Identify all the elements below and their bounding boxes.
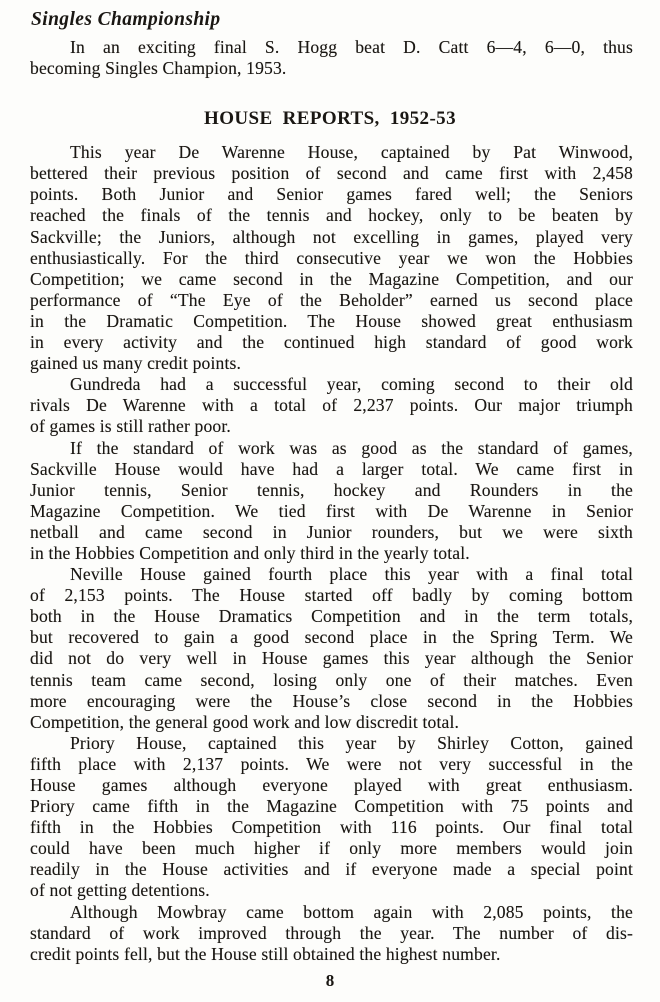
paragraph	[30, 374, 633, 437]
paragraph	[30, 902, 633, 965]
text-line: If the standard of work was as good as the standard of games,	[70, 437, 633, 458]
text-line: of not getting detentions.	[30, 880, 210, 901]
text-line: Sackville; the Juniors, although not excelling in games, played very	[30, 226, 633, 247]
text-line: credit points fell, but the House still obtained the highest number.	[30, 943, 501, 964]
text-line: Gundreda had a successful year, coming second to their old	[70, 374, 633, 395]
text-line: Priory came fifth in the Magazine Competition with 75 points and	[30, 796, 633, 817]
text-line: Although Mowbray came bottom again with 2,085 points, the	[70, 901, 633, 922]
text-line: House games although everyone played with great enthusiasm.	[30, 775, 633, 795]
text-line: did not do very well in House games this year although the Senior	[30, 648, 633, 669]
text-line: both in the House Dramatics Competition and in the term totals,	[30, 606, 633, 627]
paragraph	[30, 438, 633, 565]
text-line: Junior tennis, Senior tennis, hockey and Rounders in the	[30, 479, 633, 500]
intro-paragraph	[30, 37, 633, 79]
text-line: of 2,153 points. The House started off badly by coming bottom	[30, 585, 633, 606]
paragraph	[30, 142, 633, 374]
text-line: in the Dramatic Competition. The House showed great enthusiasm	[30, 310, 633, 331]
paragraph	[30, 733, 633, 902]
paragraph	[30, 564, 633, 733]
text-line: reached the finals of the tennis and hockey, only to be beaten by	[30, 205, 633, 226]
text-line: bettered their previous position of second and came first with 2,458	[30, 163, 633, 184]
text-line: Sackville House would have had a larger total. We came first in	[30, 458, 633, 479]
text-line: Competition, the general good work and low discredit total.	[30, 711, 460, 732]
text-line: Priory House, captained this year by Shirley Cotton, gained	[70, 732, 633, 753]
text-line: more encouraging were the House’s close second in the Hobbies	[30, 690, 633, 711]
text-line: performance of “The Eye of the Beholder” earned us second place	[30, 289, 633, 310]
text-line: Competition; we came second in the Magazine Competition, and our	[30, 268, 633, 289]
text-line: gained us many credit points.	[30, 353, 242, 374]
text-line: enthusiastically. For the third consecutive year we won the Hobbies	[30, 247, 633, 268]
report-body	[30, 142, 633, 965]
text-line: but recovered to gain a good second place in the Spring Term. We	[30, 627, 633, 648]
text-line: points. Both Junior and Senior games fared well; the Seniors	[30, 184, 633, 205]
text-line: of games is still rather poor.	[30, 416, 231, 437]
page-number: 8	[325, 970, 335, 990]
text-line: fifth in the Hobbies Competition with 116 points. Our final total	[30, 817, 633, 838]
text-line: fifth place with 2,137 points. We were not very successful in the	[30, 753, 633, 774]
text-line: Magazine Competition. We tied first with De Warenne in Senior	[30, 500, 633, 521]
text-line: rivals De Warenne with a total of 2,237 points. Our major triumph	[30, 395, 633, 416]
section-heading: Singles Championship	[31, 9, 221, 30]
text-line: netball and came second in Junior rounders, but we were sixth	[30, 521, 633, 542]
text-line: standard of work improved through the year. The number of dis-	[30, 922, 633, 943]
text-line: readily in the House activities and if everyone made a special point	[30, 859, 633, 880]
text-line: in every activity and the continued high standard of good work	[30, 332, 633, 353]
text-line: could have been much higher if only more members would join	[30, 838, 633, 859]
text-line: in the Hobbies Competition and only third in the yearly total.	[30, 542, 470, 563]
text-line: becoming Singles Champion, 1953.	[30, 58, 287, 79]
text-line: This year De Warenne House, captained by Pat Winwood,	[70, 142, 633, 163]
text-line: Neville House gained fourth place this year with a final total	[70, 564, 633, 585]
text-line: In an exciting final S. Hogg beat D. Catt 6—4, 6—0, thus	[70, 37, 633, 57]
main-heading: HOUSE REPORTS, 1952-53	[204, 108, 456, 130]
text-line: tennis team came second, losing only one of their matches. Even	[30, 669, 633, 690]
